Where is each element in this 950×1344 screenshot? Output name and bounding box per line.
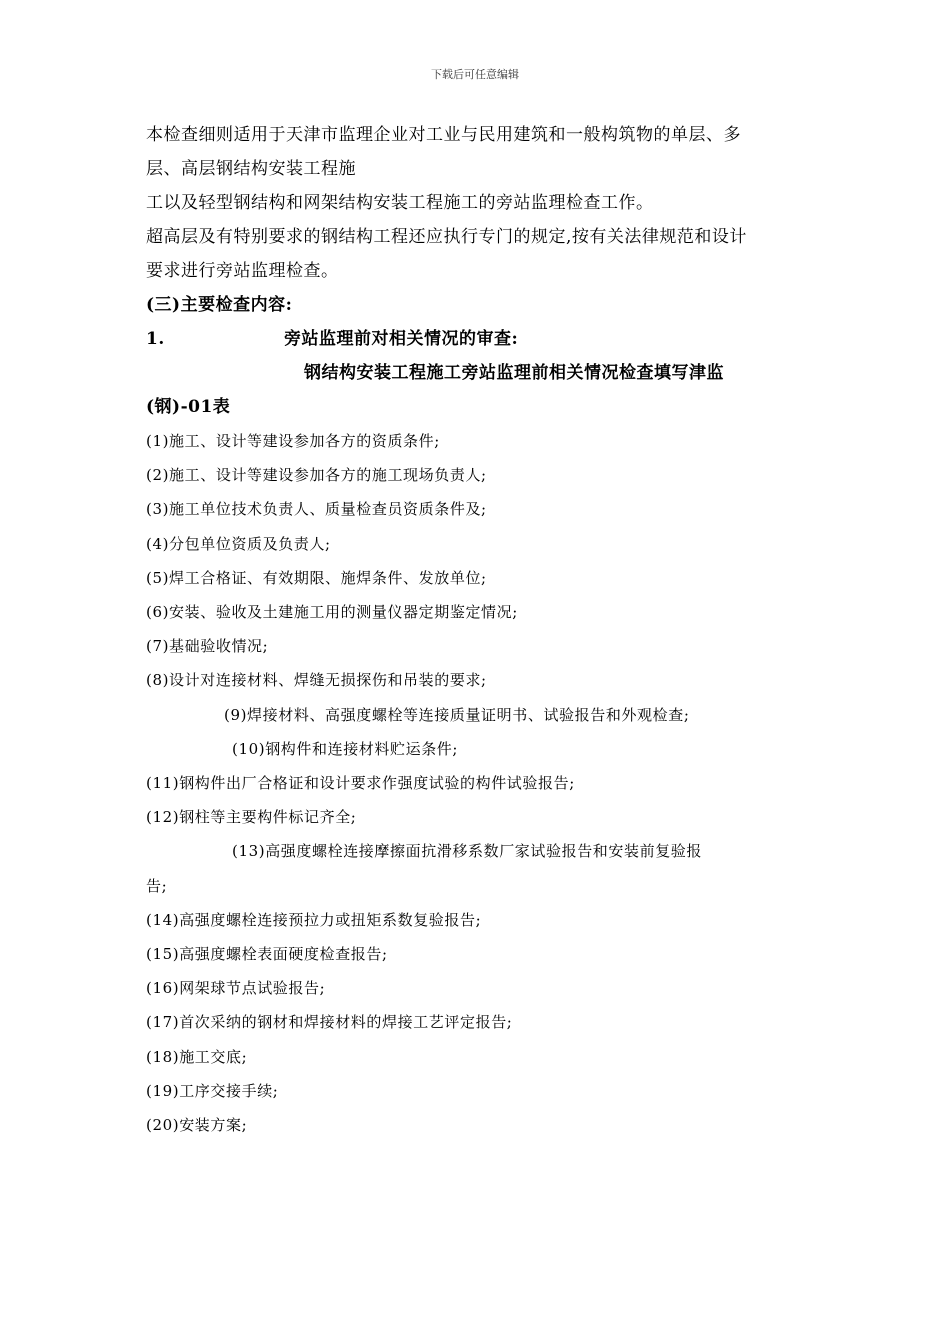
table-reference-line-2: (钢)-01表 xyxy=(146,397,231,417)
subsection-title: 旁站监理前对相关情况的审查: xyxy=(284,329,519,349)
list-item: (9)焊接材料、高强度螺栓等连接质量证明书、试验报告和外观检查; xyxy=(224,705,690,724)
intro-line-1: 本检查细则适用于天津市监理企业对工业与民用建筑和一般构筑物的单层、多 xyxy=(146,125,741,145)
intro-line-4: 超高层及有特别要求的钢结构工程还应执行专门的规定,按有关法律规范和设计 xyxy=(146,227,747,247)
list-item: (14)高强度螺栓连接预拉力或扭矩系数复验报告; xyxy=(146,910,482,929)
list-item: (10)钢构件和连接材料贮运条件; xyxy=(232,739,459,758)
section-heading: (三)主要检查内容: xyxy=(146,295,293,315)
list-item: (6)安装、验收及土建施工用的测量仪器定期鉴定情况; xyxy=(146,603,518,622)
list-item: (11)钢构件出厂合格证和设计要求作强度试验的构件试验报告; xyxy=(146,774,575,793)
document-body xyxy=(146,118,811,1142)
list-item: (12)钢柱等主要构件标记齐全; xyxy=(146,808,357,827)
list-item: (8)设计对连接材料、焊缝无损探伤和吊装的要求; xyxy=(146,671,487,690)
list-item: (20)安装方案; xyxy=(146,1116,248,1135)
list-item: (16)网架球节点试验报告; xyxy=(146,979,326,998)
list-item: (3)施工单位技术负责人、质量检查员资质条件及; xyxy=(146,500,487,519)
table-reference-line-1: 钢结构安装工程施工旁站监理前相关情况检查填写津监 xyxy=(304,363,724,383)
list-item-continuation: 告; xyxy=(146,876,168,895)
list-item: (1)施工、设计等建设参加各方的资质条件; xyxy=(146,432,440,450)
header-note: 下载后可任意编辑 xyxy=(431,68,519,81)
list-item: (7)基础验收情况; xyxy=(146,637,269,656)
list-item: (13)高强度螺栓连接摩擦面抗滑移系数厂家试验报告和安装前复验报 xyxy=(232,842,702,861)
list-item: (17)首次采纳的钢材和焊接材料的焊接工艺评定报告; xyxy=(146,1013,513,1032)
intro-line-5: 要求进行旁站监理检查。 xyxy=(146,261,339,281)
list-item: (15)高强度螺栓表面硬度检查报告; xyxy=(146,945,388,964)
list-item: (18)施工交底; xyxy=(146,1047,248,1066)
intro-line-2: 层、高层钢结构安装工程施 xyxy=(146,159,356,179)
list-item: (4)分包单位资质及负责人; xyxy=(146,534,331,553)
checklist xyxy=(146,424,811,1142)
list-item: (19)工序交接手续; xyxy=(146,1081,279,1100)
subsection-number: 1. xyxy=(146,329,165,349)
intro-line-3: 工以及轻型钢结构和网架结构安装工程施工的旁站监理检查工作。 xyxy=(146,193,654,213)
list-item: (5)焊工合格证、有效期限、施焊条件、发放单位; xyxy=(146,568,487,587)
subsection-heading xyxy=(146,322,811,356)
intro-paragraph xyxy=(146,118,811,288)
list-item: (2)施工、设计等建设参加各方的施工现场负责人; xyxy=(146,466,487,485)
